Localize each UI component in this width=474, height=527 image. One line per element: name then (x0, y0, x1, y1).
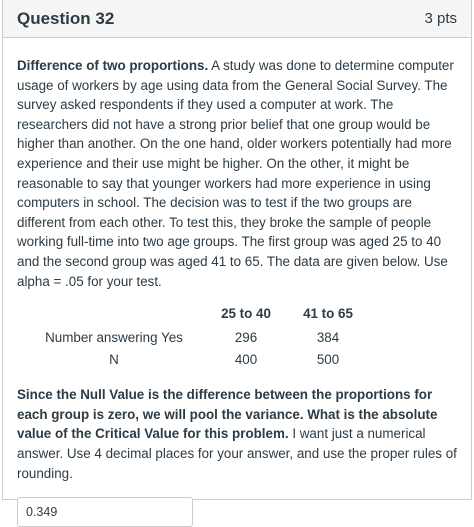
question-points: 3 pts (424, 10, 457, 27)
table-header-group2: 41 to 65 (303, 306, 353, 322)
instruction-bold: Since the Null Value is the difference between the proportions for each group is zero, we will pool the variance. What is the absolute value of the Critical Value for this problem. (17, 387, 438, 442)
question-card (2, 0, 472, 500)
prompt-text: A study was done to determine computer usage of workers by age using data from the General Social Survey. The survey asked respondents if they used a computer at work. The researchers did not have a strong prior belief that one group would be higher than another. On the one hand, older workers potentially had more experience and their use might be higher. On the other, it might be reasonable to say that younger workers had more experience in using computers in school. The decision was to test if the two groups are different from each other. To test this, they broke the sample of people working full-time into two age groups. The first group was aged 25 to 40 and the second group was aged 41 to 65. The data are given below. Use alpha = .05 for your test. (17, 58, 454, 289)
table-row (23, 327, 369, 349)
row-label-n: N (109, 352, 119, 368)
cell-n-group1: 400 (234, 352, 258, 368)
data-table (23, 303, 369, 371)
question-prompt (17, 56, 457, 291)
prompt-lead: Difference of two proportions. (17, 58, 209, 73)
question-instruction (17, 385, 457, 483)
table-header-blank (23, 303, 205, 327)
cell-yes-group1: 296 (234, 330, 258, 346)
table-header-row (23, 303, 369, 327)
question-title: Question 32 (17, 8, 115, 28)
question-header (3, 0, 471, 38)
row-label-yes: Number answering Yes (45, 330, 183, 346)
cell-n-group2: 500 (316, 352, 340, 368)
question-body (3, 38, 471, 527)
table-row (23, 349, 369, 371)
cell-yes-group2: 384 (316, 330, 340, 346)
answer-input[interactable] (17, 497, 193, 527)
instruction-text: I want just a numerical answer. Use 4 decimal places for your answer, and use the proper rules of rounding. (17, 426, 457, 481)
table-header-group1: 25 to 40 (221, 306, 271, 322)
